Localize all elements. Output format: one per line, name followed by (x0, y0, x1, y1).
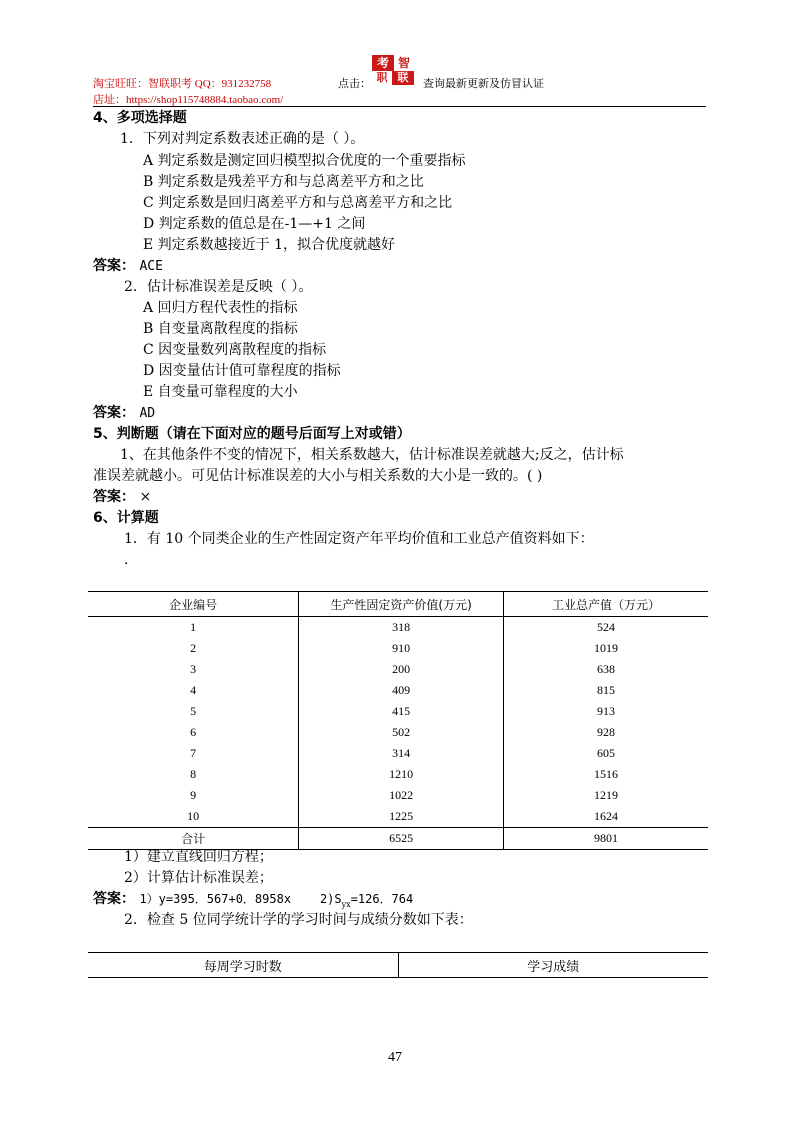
answer-value: ACE (139, 259, 163, 274)
table-row (88, 806, 708, 828)
cell-assets: 409 (299, 680, 504, 701)
answer-label: 答案： (93, 405, 135, 421)
cell-output: 638 (503, 659, 708, 680)
cell-id: 9 (190, 788, 197, 802)
answer-subscript: yx (341, 899, 351, 909)
cell-output: 815 (503, 680, 708, 701)
cell-assets: 502 (299, 722, 504, 743)
answer-label: 答案： (93, 489, 135, 505)
answer-label: 答案： (93, 891, 135, 907)
logo-char: 考 (372, 55, 394, 71)
cell-id: 8 (190, 767, 197, 781)
table-row (88, 722, 708, 743)
study-time-table (88, 952, 708, 978)
table-row (88, 659, 708, 680)
total-output: 9801 (503, 828, 708, 850)
header-contact: 淘宝旺旺：智联职考 QQ：931232758 (93, 78, 272, 90)
option: D 因变量估计值可靠程度的指标 (143, 363, 341, 379)
table-row (88, 764, 708, 785)
column-header: 学习成绩 (398, 953, 708, 978)
judgement-question-cont: 准误差就越小。可见估计标准误差的大小与相关系数的大小是一致的。( ) (93, 468, 543, 484)
cell-assets: 910 (299, 638, 504, 659)
cell-assets: 1210 (299, 764, 504, 785)
option: E 自变量可靠程度的大小 (143, 384, 298, 400)
cell-id: 7 (190, 746, 197, 760)
option: D 判定系数的值总是在-1—+1 之间 (143, 216, 366, 232)
logo-char: 职 (376, 71, 388, 84)
cell-id: 1 (190, 620, 197, 634)
cell-output: 1219 (503, 785, 708, 806)
table-row (88, 701, 708, 722)
cell-id: 6 (190, 725, 197, 739)
sub-question: 2）计算估计标准误差； (124, 870, 273, 886)
cell-assets: 200 (299, 659, 504, 680)
total-label: 合计 (88, 828, 299, 850)
section-4-title: 4、多项选择题 (93, 110, 187, 126)
brand-logo[interactable] (372, 55, 414, 85)
cell-assets: 1225 (299, 806, 504, 828)
enterprise-data-table (88, 591, 708, 850)
option: B 判定系数是残差平方和与总离差平方和之比 (143, 174, 424, 190)
judgement-question: 1、在其他条件不变的情况下，相关系数越大，估计标准误差就越大;反之，估计标 (120, 447, 624, 463)
cell-id: 10 (187, 809, 200, 823)
option: E 判定系数越接近于 1，拟合优度就越好 (143, 237, 396, 253)
total-assets: 6525 (299, 828, 504, 850)
answer-value: 1）y=395．567+0．8958x 2)S (139, 892, 342, 906)
shop-link[interactable]: 店址：https://shop115748884.taobao.com/ (93, 94, 284, 106)
cell-output: 913 (503, 701, 708, 722)
cell-id: 2 (190, 641, 197, 655)
question-stem: 2．检查 5 位同学统计学的学习时间与成绩分数如下表： (124, 912, 473, 928)
answer-row (93, 487, 151, 507)
option: A 回归方程代表性的指标 (143, 300, 298, 316)
answer-value: × (139, 489, 152, 505)
column-header: 企业编号 (88, 592, 299, 617)
logo-char: 智 (397, 56, 410, 70)
table-row (88, 680, 708, 701)
cell-assets: 318 (299, 617, 504, 639)
answer-value: AD (139, 406, 156, 421)
table-row (88, 743, 708, 764)
answer-label: 答案： (93, 258, 135, 274)
cell-assets: 415 (299, 701, 504, 722)
cell-id: 3 (190, 662, 197, 676)
column-header: 生产性固定资产价值(万元) (299, 592, 504, 617)
cell-output: 524 (503, 617, 708, 639)
answer-value: =126．764 (350, 892, 414, 906)
column-header: 工业总产值（万元） (503, 592, 708, 617)
logo-char: 联 (392, 71, 414, 85)
question-stem: 1．有 10 个同类企业的生产性固定资产年平均价值和工业总产值资料如下： (124, 531, 594, 547)
question-stem: 2．估计标准误差是反映（ ）。 (124, 279, 313, 295)
cell-id: 5 (190, 704, 197, 718)
section-6-title: 6、计算题 (93, 510, 159, 526)
page-number: 47 (388, 1050, 402, 1065)
table-row (88, 638, 708, 659)
header-verify-text: 查询最新更新及仿冒认证 (423, 77, 544, 90)
answer-row (93, 403, 155, 424)
answer-row (93, 256, 163, 277)
table-row (88, 617, 708, 639)
table-row (88, 785, 708, 806)
sub-question: 1）建立直线回归方程； (124, 849, 273, 865)
cell-output: 605 (503, 743, 708, 764)
section-5-title: 5、判断题（请在下面对应的题号后面写上对或错） (93, 426, 411, 442)
option: C 判定系数是回归离差平方和与总离差平方和之比 (143, 195, 453, 211)
header-click-label: 点击： (338, 77, 371, 90)
cell-assets: 1022 (299, 785, 504, 806)
stray-dot: . (124, 552, 129, 568)
question-stem: 1．下列对判定系数表述正确的是（ ）。 (120, 131, 365, 147)
cell-assets: 314 (299, 743, 504, 764)
cell-output: 1019 (503, 638, 708, 659)
column-header: 每周学习时数 (88, 953, 398, 978)
header-divider (93, 106, 706, 107)
option: C 因变量数列离散程度的指标 (143, 342, 327, 358)
cell-output: 1624 (503, 806, 708, 828)
option: A 判定系数是测定回归模型拟合优度的一个重要指标 (143, 153, 466, 169)
cell-id: 4 (190, 683, 197, 697)
cell-output: 928 (503, 722, 708, 743)
option: B 自变量离散程度的指标 (143, 321, 298, 337)
cell-output: 1516 (503, 764, 708, 785)
